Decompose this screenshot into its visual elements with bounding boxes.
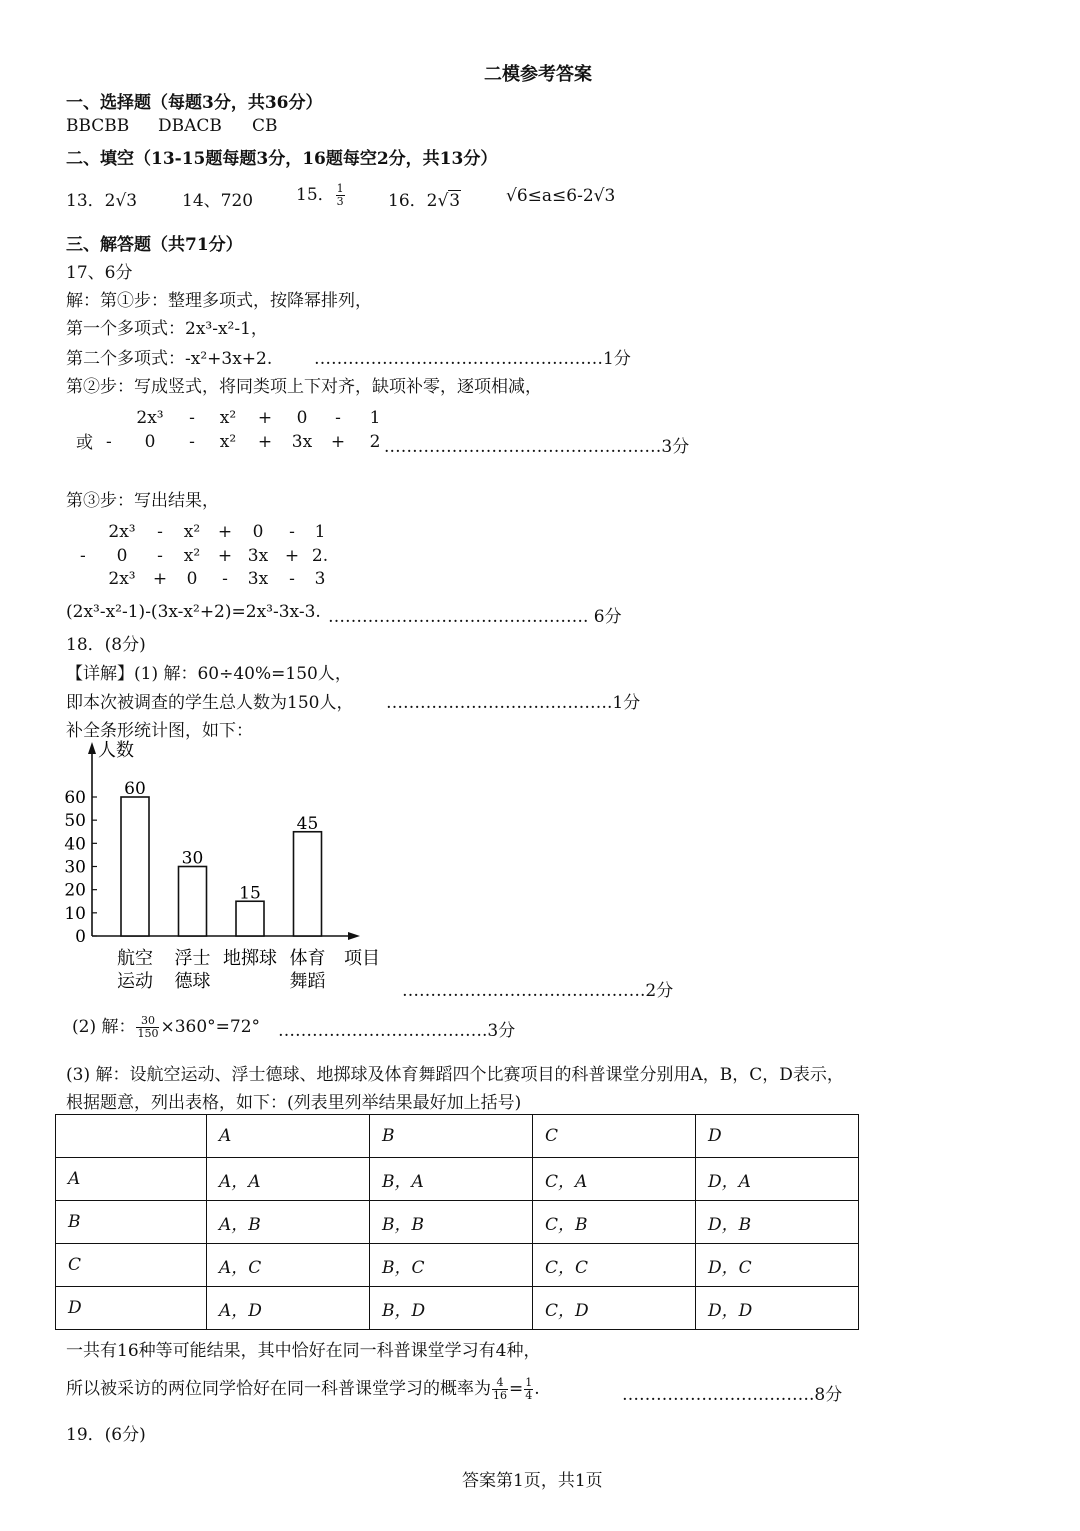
page-title: 二模参考答案: [484, 64, 592, 85]
table-cell: A: [56, 1158, 207, 1201]
table-cell: C: [56, 1244, 207, 1287]
v1-r1-c2: x²: [219, 408, 237, 428]
table-cell: D: [56, 1287, 207, 1330]
table-cell: C，B: [533, 1201, 696, 1244]
prob-fraction-2: [524, 1377, 533, 1402]
table-cell: C，A: [533, 1158, 696, 1201]
section1-heading: 一、选择题（每题3分，共36分）: [66, 93, 323, 113]
table-row: [56, 1201, 859, 1244]
x-tick-label: 舞蹈: [289, 971, 326, 992]
v1-r2-c3: +: [257, 432, 273, 452]
q18-detail: 【详解】(1) 解：60÷40%=150人，: [66, 664, 352, 684]
section3-heading: 三、解答题（共71分）: [66, 235, 243, 255]
mc-answers-1: BBCBB: [66, 116, 130, 136]
v2-r3-c3: -: [222, 569, 228, 589]
section2-heading: 二、填空（13-15题每题3分，16题每空2分，共13分）: [66, 149, 498, 169]
prob-fraction-1: [492, 1377, 508, 1402]
v2-r2-c0: 0: [116, 546, 128, 566]
v2-r1-c6: 1: [314, 522, 326, 542]
v2-r2-c1: -: [157, 546, 163, 566]
v1-r2-c5: +: [330, 432, 346, 452]
q18-line3: 补全条形统计图，如下：: [66, 721, 253, 741]
v1-r2-c4: 3x: [291, 432, 313, 452]
v1-r2-c1: -: [189, 432, 195, 452]
v2-r1-c4: 0: [252, 522, 264, 542]
answer-15-fraction: [336, 183, 345, 208]
q18-line2: 即本次被调查的学生总人数为150人，: [66, 693, 354, 713]
answer-16-sqrt: √3: [437, 191, 461, 211]
fraction-denominator: 150: [137, 1027, 159, 1040]
table-row: [56, 1244, 859, 1287]
v2-r1-c3: +: [217, 522, 233, 542]
v1-minus: -: [106, 432, 112, 452]
v1-r2-c6: 2: [369, 432, 381, 452]
q18-score4: …………………………….8分: [622, 1385, 843, 1405]
v2-r1-c1: -: [157, 522, 163, 542]
table-cell: A，B: [207, 1201, 370, 1244]
table-row: [56, 1287, 859, 1330]
q18-conclusion2: 所以被采访的两位同学恰好在同一科普课堂学习的概率为 $\frac{4}{16}$ = $\frac{1}{4}$ .: [66, 1376, 540, 1402]
y-tick-label: 20: [64, 880, 86, 901]
table-header-cell: D: [696, 1115, 859, 1158]
table-cell: A，A: [207, 1158, 370, 1201]
q18-part2-rest: ×360°=72°: [160, 1017, 261, 1037]
v2-r3-c4: 3x: [247, 569, 269, 589]
table-cell: B，D: [370, 1287, 533, 1330]
q17-step2: 第②步：写成竖式，将同类项上下对齐，缺项补零，逐项相减，: [66, 377, 542, 397]
v2-r3-c5: -: [289, 569, 295, 589]
table-cell: A，D: [207, 1287, 370, 1330]
answer-14: 14、720: [182, 191, 254, 211]
table-row: [56, 1158, 859, 1201]
v1-r1-c3: +: [257, 408, 273, 428]
q17-score1: ……………………………………………1分: [314, 349, 631, 369]
bar: [236, 901, 264, 936]
q17-score3: ………………………………………. 6分: [328, 607, 622, 627]
q18-label: 18．(8分): [66, 635, 146, 655]
v2-r3-c6: 3: [314, 569, 326, 589]
q19-label: 19．(6分): [66, 1425, 146, 1445]
table-cell: B: [56, 1201, 207, 1244]
answer-16-range: √6≤a≤6-2√3: [506, 186, 616, 206]
v2-r2-c6: 2.: [311, 546, 329, 566]
table-cell: D，D: [696, 1287, 859, 1330]
v1-r2-c0: 0: [144, 432, 156, 452]
x-tick-label: 运动: [117, 971, 153, 992]
v1-r1-c1: -: [189, 408, 195, 428]
q17-step3: 第③步：写出结果，: [66, 491, 219, 511]
answer-15: [296, 180, 346, 208]
y-tick-label: 30: [64, 857, 86, 878]
v2-r3-c2: 0: [186, 569, 198, 589]
fraction-numerator: 30: [136, 1015, 159, 1028]
q18-part2: [72, 1012, 260, 1040]
fraction-numerator: 4: [492, 1377, 508, 1390]
bar-value-label: 60: [124, 779, 146, 799]
q17-poly2: 第二个多项式：-x²+3x+2.: [66, 349, 273, 369]
v2-r2-c3: +: [217, 546, 233, 566]
table-header-cell: B: [370, 1115, 533, 1158]
v2-r3-c1: +: [152, 569, 168, 589]
sqrt-radicand: 3: [449, 191, 461, 211]
y-tick-label: 60: [64, 788, 86, 808]
v2-r1-c0: 2x³: [108, 522, 136, 542]
table-cell: B，B: [370, 1201, 533, 1244]
q18-part3-line2: 根据题意，列出表格，如下：(列表里列举结果最好加上括号): [66, 1093, 522, 1113]
bar-value-label: 15: [239, 883, 261, 904]
v2-r1-c5: -: [289, 522, 295, 542]
y-axis-label: 人数: [98, 740, 134, 761]
bar: [294, 832, 322, 936]
page-footer: 答案第1页，共1页: [462, 1471, 603, 1491]
q17-step1: 解：第①步：整理多项式，按降幂排列，: [66, 291, 372, 311]
table-header-cell: [56, 1115, 207, 1158]
v2-r1-c2: x²: [183, 522, 201, 542]
fraction-denominator: 16: [493, 1389, 507, 1402]
x-axis-label: 项目: [344, 948, 380, 969]
mc-answers-3: CB: [252, 116, 278, 136]
table-header-cell: C: [533, 1115, 696, 1158]
y-tick-label: 10: [64, 903, 86, 924]
bar-value-label: 30: [181, 848, 204, 869]
table-cell: B，A: [370, 1158, 533, 1201]
q18-part2-label: (2) 解：: [72, 1017, 136, 1037]
fraction-denominator: 4: [525, 1389, 533, 1402]
table-cell: D，A: [696, 1158, 859, 1201]
q18-score1: ………………………………….1分: [386, 693, 641, 713]
q17-score2: .…………………………………………3分: [384, 437, 690, 457]
y-tick-label: 0: [75, 927, 86, 947]
v2-minus: -: [80, 546, 86, 566]
answer-13: 13．2√3: [66, 191, 138, 211]
table-cell: B，C: [370, 1244, 533, 1287]
v1-r1-c6: 1: [369, 408, 381, 428]
outcome-table: [55, 1114, 859, 1330]
answer-16: [388, 186, 461, 211]
q17-poly1: 第一个多项式：2x³-x²-1，: [66, 319, 268, 339]
v2-r2-c5: +: [284, 546, 300, 566]
mc-answers-2: DBACB: [158, 116, 222, 136]
bar-value-label: 45: [296, 813, 319, 834]
q18-part3-line1: (3) 解：设航空运动、浮士德球、地掷球及体育舞蹈四个比赛项目的科普课堂分别用A，B，C，D表示，: [66, 1065, 844, 1085]
table-cell: C，D: [533, 1287, 696, 1330]
x-tick-label: 航空: [117, 948, 153, 969]
fraction-numerator: 1: [336, 182, 344, 195]
table-cell: D，C: [696, 1244, 859, 1287]
x-tick-label: 浮士: [174, 948, 211, 969]
q17-label: 17、6分: [66, 263, 133, 283]
q17-result: (2x³-x²-1)-(3x-x²+2)=2x³-3x-3.: [66, 602, 321, 622]
v2-r2-c4: 3x: [247, 546, 269, 566]
table-cell: D，B: [696, 1201, 859, 1244]
answer-15-label: 15．: [296, 185, 335, 205]
table-cell: C，C: [533, 1244, 696, 1287]
table-cell: A，C: [207, 1244, 370, 1287]
q18-score3: ……………………………….3分: [278, 1021, 516, 1041]
answer-16-label: 16．2: [388, 191, 438, 211]
y-tick-label: 50: [64, 811, 86, 832]
v1-r1-c4: 0: [296, 408, 308, 428]
v2-r2-c2: x²: [183, 546, 201, 566]
fraction-numerator: 1: [525, 1376, 533, 1389]
table-header-cell: A: [207, 1115, 370, 1158]
y-axis-arrow: [88, 742, 96, 754]
x-tick-label: 德球: [174, 971, 211, 992]
table-header-row: [56, 1115, 859, 1158]
q18-conclusion2-text: 所以被采访的两位同学恰好在同一科普课堂学习的概率为: [66, 1379, 491, 1399]
v2-r3-c0: 2x³: [108, 569, 136, 589]
v1-r2-c2: x²: [219, 432, 237, 452]
x-tick-label: 体育: [289, 948, 326, 969]
chart-layer: [64, 740, 380, 992]
q18-score2: …………………………………….2分: [402, 981, 674, 1001]
v1-prefix: 或: [76, 433, 93, 453]
v1-r1-c5: -: [335, 408, 341, 428]
bar: [121, 797, 149, 936]
q18-part2-fraction: [136, 1015, 159, 1040]
bar-chart: [50, 730, 380, 1000]
x-axis-arrow: [348, 932, 360, 940]
y-tick-label: 40: [64, 834, 86, 855]
v1-r1-c0: 2x³: [136, 408, 164, 428]
fraction-denominator: 3: [336, 195, 344, 208]
x-tick-label: 地掷球: [223, 948, 277, 969]
q18-conclusion1: 一共有16种等可能结果，其中恰好在同一科普课堂学习有4种，: [66, 1341, 541, 1361]
bar: [179, 867, 207, 937]
